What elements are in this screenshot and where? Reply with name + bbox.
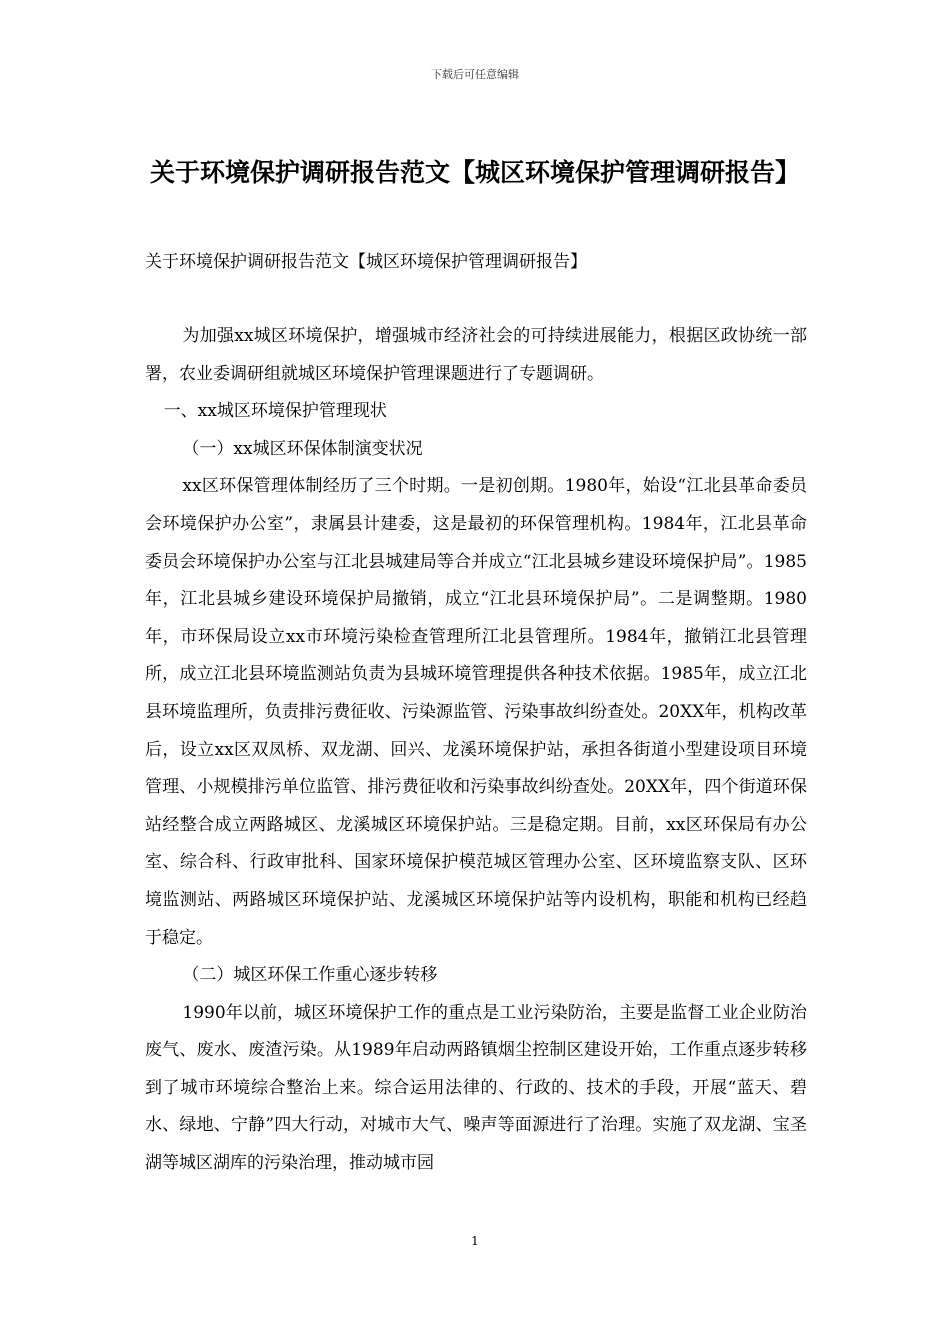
subsection-heading: （一）xx城区环保体制演变状况 — [182, 438, 423, 459]
intro-paragraph: 为加强xx城区环境保护，增强城市经济社会的可持续进展能力，根据区政协统一部署，农业委调研组就城区环境保护管理课题进行了专题调研。 — [145, 326, 807, 384]
section-heading: 一、xx城区环境保护管理现状 — [163, 401, 387, 422]
body-paragraph: xx区环保管理体制经历了三个时期。一是初创期。1980年，始设“江北县革命委员会环境保护办公室”，隶属县计建委，这是最初的环保管理机构。1984年，江北县革命委员会环境保护办公室与江北县城建局等合并成立“江北县城乡建设环境保护局”。1985年，江北县城乡建设环境保护局撤销，成立“江北县环境保护局”。二是调整期。1980年，市环保局设立xx市环境污染检查管理所江北县管理所。1984年，撤销江北县管理所，成立江北县环境监测站负责为县城环境管理提供各种技术依据。1985年，成立江北县环境监理所，负责排污费征收、污染源监管、污染事故纠纷查处。20XX年，机构改革后，设立xx区双凤桥、双龙湖、回兴、龙溪环境保护站，承担各街道小型建设项目环境管理、小规模排污单位监管、排污费征收和污染事故纠纷查处。20XX年，四个街道环保站经整合成立两路城区、龙溪城区环境保护站。三是稳定期。目前，xx区环保局有办公室、综合科、行政审批科、国家环境保护模范城区管理办公室、区环境监察支队、区环境监测站、两路城区环境保护站、龙溪城区环境保护站等内设机构，职能和机构已经趋于稳定。 — [145, 476, 807, 948]
document-title: 关于环境保护调研报告范文【城区环境保护管理调研报告】 — [150, 158, 801, 187]
page-number: 1 — [471, 1234, 479, 1248]
body-paragraph: 1990年以前，城区环境保护工作的重点是工业污染防治，主要是监督工业企业防治废气、废水、废渣污染。从1989年启动两路镇烟尘控制区建设开始，工作重点逐步转移到了城市环境综合整治上来。综合运用法律的、行政的、技术的手段，开展“蓝天、碧水、绿地、宁静”四大行动，对城市大气、噪声等面源进行了治理。实施了双龙湖、宝圣湖等城区湖库的污染治理，推动城市园 — [145, 1002, 807, 1174]
document-body — [145, 318, 807, 1183]
document-subtitle: 关于环境保护调研报告范文【城区环境保护管理调研报告】 — [145, 252, 587, 272]
subsection-heading: （二）城区环保工作重心逐步转移 — [182, 965, 438, 986]
header-note: 下载后可任意编辑 — [431, 68, 519, 81]
